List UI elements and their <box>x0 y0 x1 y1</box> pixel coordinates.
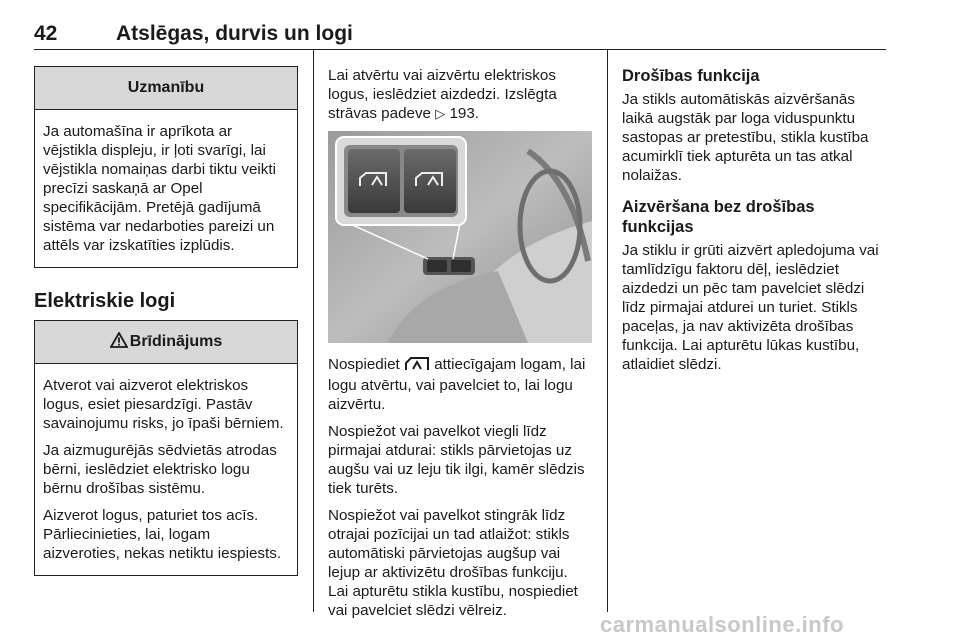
warning-triangle-icon <box>110 323 128 365</box>
warning-box <box>34 320 298 576</box>
closing-without-safety-text: Ja stiklu ir grūti aizvērt apledojuma vai tamlīdzīgu faktoru dēļ, ieslēdziet aizdedzi un pēc tam pavelciet slēdzi līdz pirmajai atdurei un turiet. Stikls paceļas, ja nav aktivizēta drošības funkcija. Lai apturētu lūkas kustību, atlaidiet slēdzi. <box>622 242 879 373</box>
warning-paragraph: Aizverot logus, paturiet tos acīs. Pārliecinieties, lai, logam aizveroties, nekas netiktu iespiests. <box>43 507 282 562</box>
page-number: 42 <box>34 22 58 45</box>
intro-paragraph: Lai atvērtu vai aizvērtu elektriskos logus, ieslēdziet aizdedzi. Izslēgta strāvas padeve ▷ 193. <box>328 67 557 122</box>
caution-title: Uzmanību <box>35 67 297 110</box>
page-reference: 193. <box>449 105 480 122</box>
instruction-paragraph: Nospiežot vai pavelkot viegli līdz pirmajai atdurai: stikls pārvietojas uz augšu vai uz leju tik ilgi, kamēr slēdzis tiek turēts. <box>328 423 585 497</box>
column-divider <box>313 50 314 612</box>
page-header <box>34 22 886 48</box>
warning-header <box>35 321 297 364</box>
window-switch-icon <box>404 357 430 376</box>
column-right <box>622 50 888 382</box>
page-title: Atslēgas, durvis un logi <box>116 22 353 45</box>
heading-closing-without-safety: Aizvēršana bez drošības funkcijas <box>622 198 815 236</box>
warning-paragraph: Ja aizmugurējās sēdvietās atrodas bērni, ieslēdziet elektrisko logu bērnu drošības sistēmu. <box>43 442 277 497</box>
window-switch-illustration <box>328 131 592 343</box>
section-title: Elektriskie logi <box>34 290 176 312</box>
column-middle <box>328 50 592 628</box>
heading-safety-function: Drošības funkcija <box>622 67 760 85</box>
press-instruction: Nospiediet attiecīgajam logam, lai logu atvērtu, vai pavelciet to, lai logu aizvērtu. <box>328 356 586 413</box>
safety-function-text: Ja stikls automātiskās aizvēršanās laikā augstāk par loga viduspunktu sastopas ar pretestību, stikla kustība acumirklī tiek apturēta un tas atkal nolaižas. <box>622 91 869 184</box>
column-divider <box>607 50 608 612</box>
page-reference-icon: ▷ <box>435 106 446 121</box>
watermark: carmanualsonline.info <box>600 612 844 637</box>
column-left <box>34 50 298 576</box>
caution-box <box>34 66 298 268</box>
instruction-paragraph: Nospiežot vai pavelkot stingrāk līdz otrajai pozīcijai un tad atlaižot: stikls automātiski pārvietojas augšup vai lejup ar aktivizētu drošības funkciju. Lai apturētu stikla kustību, nospiediet vai pavelciet slēdzi vēlreiz. <box>328 507 578 619</box>
caution-text: Ja automašīna ir aprīkota ar vējstikla displeju, ir ļoti svarīgi, lai vējstikla nomaiņas darbi tiktu veikti precīzi saskaņā ar Opel specifikācijām. Pretējā gadījumā sistēma var nedarboties pareizi un attēls var izskatīties izplūdis. <box>43 123 276 254</box>
warning-paragraph: Atverot vai aizverot elektriskos logus, esiet piesardzīgi. Pastāv savainojumu risks, jo īpaši bērniem. <box>43 377 284 432</box>
warning-title: Brīdinājums <box>129 333 223 350</box>
